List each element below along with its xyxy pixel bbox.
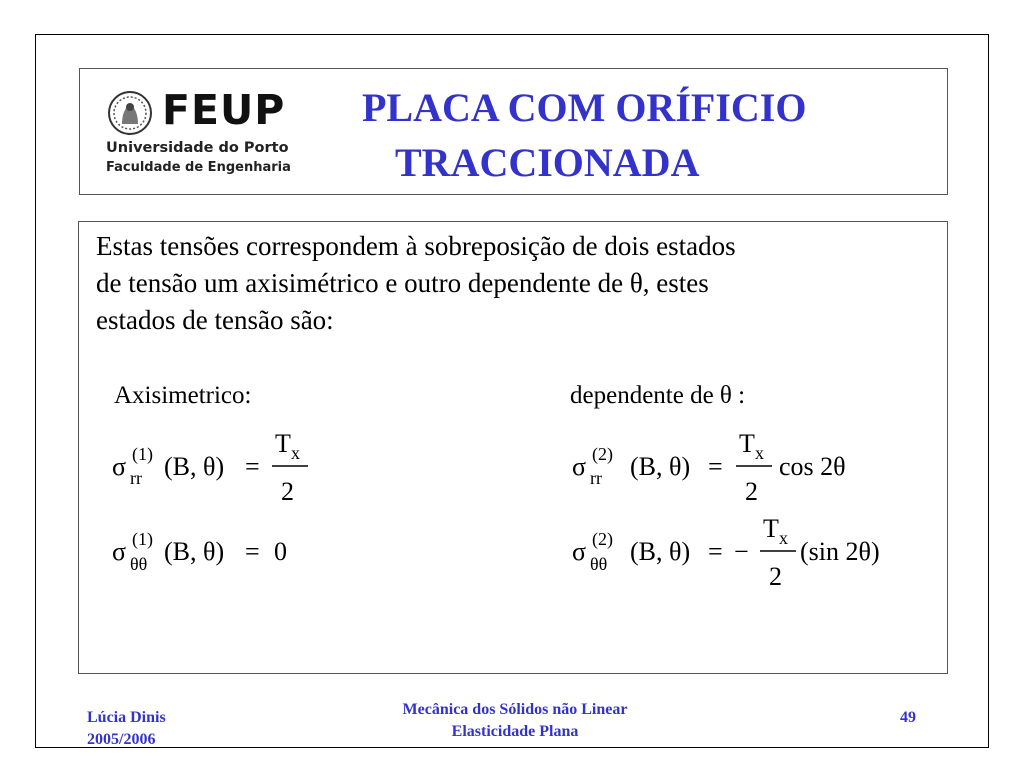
eq-equals: = <box>708 537 723 566</box>
eq-numerator-sub: x <box>755 443 764 463</box>
eq-args: (B, θ) <box>630 537 691 566</box>
eq-numerator-sub: x <box>779 528 788 548</box>
eq-args: (B, θ) <box>164 452 225 481</box>
eq-equals: = <box>245 537 260 566</box>
eq-denominator: 2 <box>745 477 758 506</box>
footer-year: 2005/2006 <box>87 731 156 748</box>
eq-superscript: (2) <box>592 444 613 464</box>
logo-wordmark: FEUP <box>162 86 286 134</box>
slide-title-line1: PLACA COM ORÍFICIO <box>362 85 807 130</box>
intro-line2: de tensão um axisimétrico e outro dependente de θ, estes <box>96 268 709 298</box>
eq-numerator: T <box>763 514 779 543</box>
eq-numerator: T <box>275 429 291 458</box>
eq-numerator: T <box>739 429 755 458</box>
equation-sigma-thth-2 <box>568 513 918 598</box>
eq-subscript: θθ <box>130 554 148 574</box>
university-seal-icon <box>104 90 156 136</box>
eq-symbol: σ <box>572 537 587 566</box>
eq-subscript: rr <box>130 468 142 488</box>
equation-sigma-rr-2 <box>568 428 898 513</box>
eq-equals: = <box>245 452 260 481</box>
eq-subscript: rr <box>590 468 602 488</box>
eq-equals: = <box>708 452 723 481</box>
footer-topic: Elasticidade Plana <box>451 723 579 740</box>
eq-denominator: 2 <box>769 562 782 591</box>
equation-sigma-rr-1 <box>108 428 338 513</box>
eq-trailing: cos 2θ <box>779 452 846 481</box>
intro-line1: Estas tensões correspondem à sobreposição de dois estados <box>96 231 736 261</box>
logo-university: Universidade do Porto <box>106 140 289 156</box>
axisymmetric-label: Axisimetrico: <box>114 382 252 409</box>
footer-course-name: Mecânica dos Sólidos não Linear <box>402 701 628 718</box>
eq-sign: − <box>734 537 749 566</box>
eq-symbol: σ <box>572 452 587 481</box>
eq-subscript: θθ <box>590 554 608 574</box>
eq-superscript: (2) <box>592 529 613 549</box>
eq-args: (B, θ) <box>630 452 691 481</box>
eq-symbol: σ <box>112 452 127 481</box>
slide-title-line2: TRACCIONADA <box>395 140 700 185</box>
footer-author-name: Lúcia Dinis <box>87 709 166 726</box>
eq-args: (B, θ) <box>164 537 225 566</box>
eq-denominator: 2 <box>281 477 294 506</box>
eq-superscript: (1) <box>132 444 153 464</box>
intro-line3: estados de tensão são: <box>96 305 334 335</box>
footer-author <box>87 707 166 751</box>
feup-logo <box>104 88 304 180</box>
eq-numerator-sub: x <box>291 443 300 463</box>
logo-faculty: Faculdade de Engenharia <box>106 160 291 175</box>
equation-sigma-thth-1 <box>108 525 338 585</box>
intro-paragraph <box>96 228 926 339</box>
eq-symbol: σ <box>112 537 127 566</box>
page-number: 49 <box>900 709 916 726</box>
eq-rhs: 0 <box>274 537 287 566</box>
theta-dependent-label: dependente de θ : <box>570 382 746 409</box>
eq-superscript: (1) <box>132 529 153 549</box>
eq-trailing: (sin 2θ) <box>800 537 880 566</box>
footer-course <box>330 699 700 743</box>
